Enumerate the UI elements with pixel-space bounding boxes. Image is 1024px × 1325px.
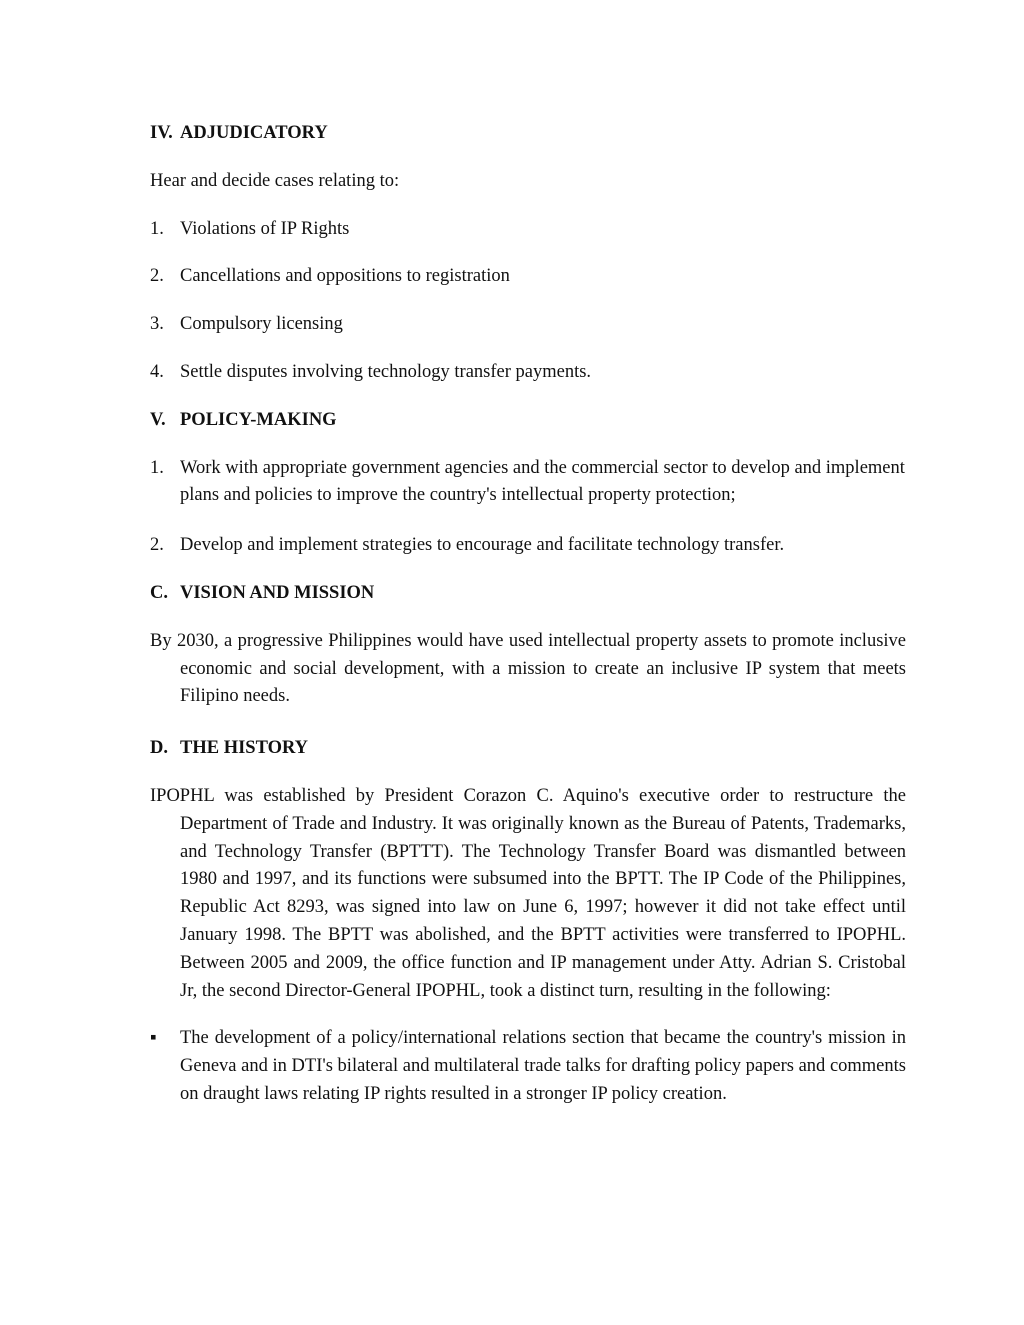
list-item-number: 1. <box>150 218 164 239</box>
section-v-marker: V. <box>150 409 166 430</box>
list-item-number: 4. <box>150 361 164 382</box>
bullet-item <box>150 1025 906 1108</box>
section-d-body: IPOPHL was established by President Corazon C. Aquino's executive order to restructure the Department of Trade and Industry. It was originally known as the Bureau of Patents, Trademarks, and Technology Transfer (BPTTT). The Technology Transfer Board was dismantled between 1980 and 1997, and its functions were subsumed into the BPTT. The IP Code of the Philippines, Republic Act 8293, was signed into law on June 6, 1997; however it did not take effect until January 1998. The BPTT was abolished, and the BPTT activities were transferred to IPOPHL. Between 2005 and 2009, the office function and IP management under Atty. Adrian S. Cristobal Jr, the second Director-General IPOPHL, took a distinct turn, resulting in the following: <box>150 785 906 1001</box>
list-item <box>150 216 906 244</box>
section-v-title: POLICY-MAKING <box>180 409 337 430</box>
section-c-body: By 2030, a progressive Philippines would have used intellectual property assets to promote inclusive economic and social development, with a mission to create an inclusive IP system that meets Filipino needs. <box>150 630 906 707</box>
list-item-text: Settle disputes involving technology transfer payments. <box>180 361 592 382</box>
list-item-number: 2. <box>150 266 164 287</box>
section-d-heading <box>150 735 906 763</box>
list-item-text: Work with appropriate government agencies and the commercial sector to develop and implement plans and policies to improve the country's intellectual property protection; <box>180 457 905 506</box>
list-item-text: Compulsory licensing <box>180 314 343 335</box>
list-item <box>150 455 906 511</box>
list-item-number: 2. <box>150 535 164 556</box>
list-item-text: Violations of IP Rights <box>180 218 350 239</box>
list-item-text: Develop and implement strategies to encourage and facilitate technology transfer. <box>180 535 785 556</box>
section-iv-title: ADJUDICATORY <box>180 123 328 143</box>
list-item <box>150 532 906 560</box>
document-page <box>150 120 906 1129</box>
section-c-heading <box>150 580 906 608</box>
section-iv-intro: Hear and decide cases relating to: <box>150 170 400 191</box>
section-c-title: VISION AND MISSION <box>180 582 375 603</box>
list-item <box>150 359 906 387</box>
section-iv-heading <box>150 120 906 148</box>
section-c-marker: C. <box>150 582 168 603</box>
bullet-marker: ▪ <box>150 1028 157 1049</box>
section-iv-marker: IV. <box>150 123 173 143</box>
section-v-heading <box>150 407 906 435</box>
section-d-title: THE HISTORY <box>180 738 309 759</box>
list-item-number: 3. <box>150 314 164 335</box>
list-item <box>150 311 906 339</box>
list-item-text: Cancellations and oppositions to registration <box>180 266 510 287</box>
list-item-number: 1. <box>150 457 164 478</box>
bullet-text: The development of a policy/international relations section that became the country's mission in Geneva and in DTI's bilateral and multilateral trade talks for drafting policy papers and comments on draught laws relating IP rights resulted in a stronger IP policy creation. <box>180 1028 906 1104</box>
section-d-marker: D. <box>150 738 168 759</box>
list-item <box>150 263 906 291</box>
